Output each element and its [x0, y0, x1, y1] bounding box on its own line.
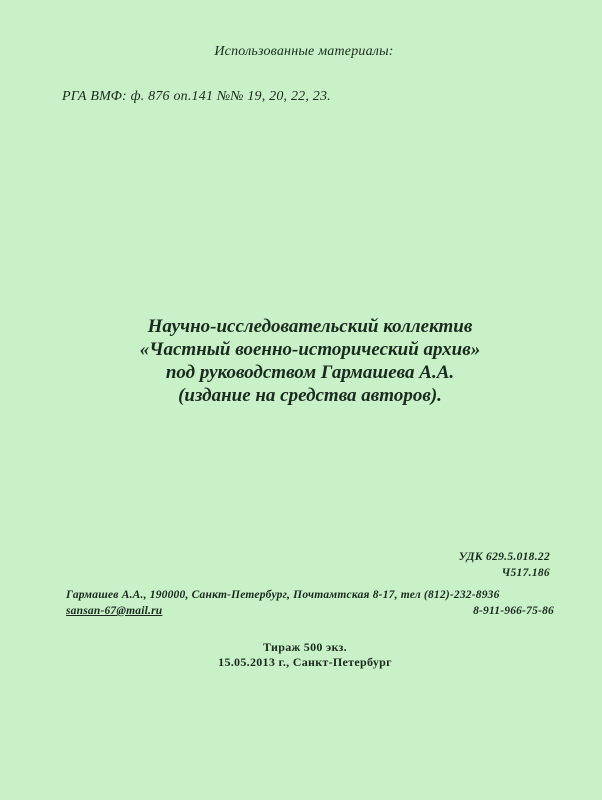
contact-email-row — [66, 603, 554, 619]
imprint-block — [0, 640, 602, 670]
title-line-funding: (издание на средства авторов). — [178, 385, 442, 406]
materials-heading: Использованные материалы: — [214, 44, 394, 59]
udk-block — [459, 549, 550, 581]
circulation: Тираж 500 экз. — [263, 640, 347, 654]
udk-code: УДК 629.5.018.22 — [458, 551, 550, 563]
title-block — [0, 315, 602, 407]
publication-date-place: 15.05.2013 г., Санкт-Петербург — [218, 655, 392, 669]
title-line-archive: «Частный военно-исторический архив» — [139, 339, 481, 360]
contacts-block — [66, 587, 554, 619]
source-reference: РГА ВМФ: ф. 876 оп.141 №№ 19, 20, 22, 23. — [62, 89, 331, 104]
contact-address-row — [66, 587, 554, 603]
mobile-phone: 8-911-966-75-86 — [473, 605, 554, 617]
title-line-organization: Научно-исследовательский коллектив — [147, 316, 473, 337]
email-link[interactable]: sansan-67@mail.ru — [66, 605, 163, 617]
title-line-leadership: под руководством Гармашева А.А. — [165, 362, 455, 383]
contact-address: Гармашев А.А., 190000, Санкт-Петербург, Почтамтская 8-17, тел (812)-232-8936 — [66, 589, 500, 601]
classification-code: Ч517.186 — [501, 567, 550, 579]
